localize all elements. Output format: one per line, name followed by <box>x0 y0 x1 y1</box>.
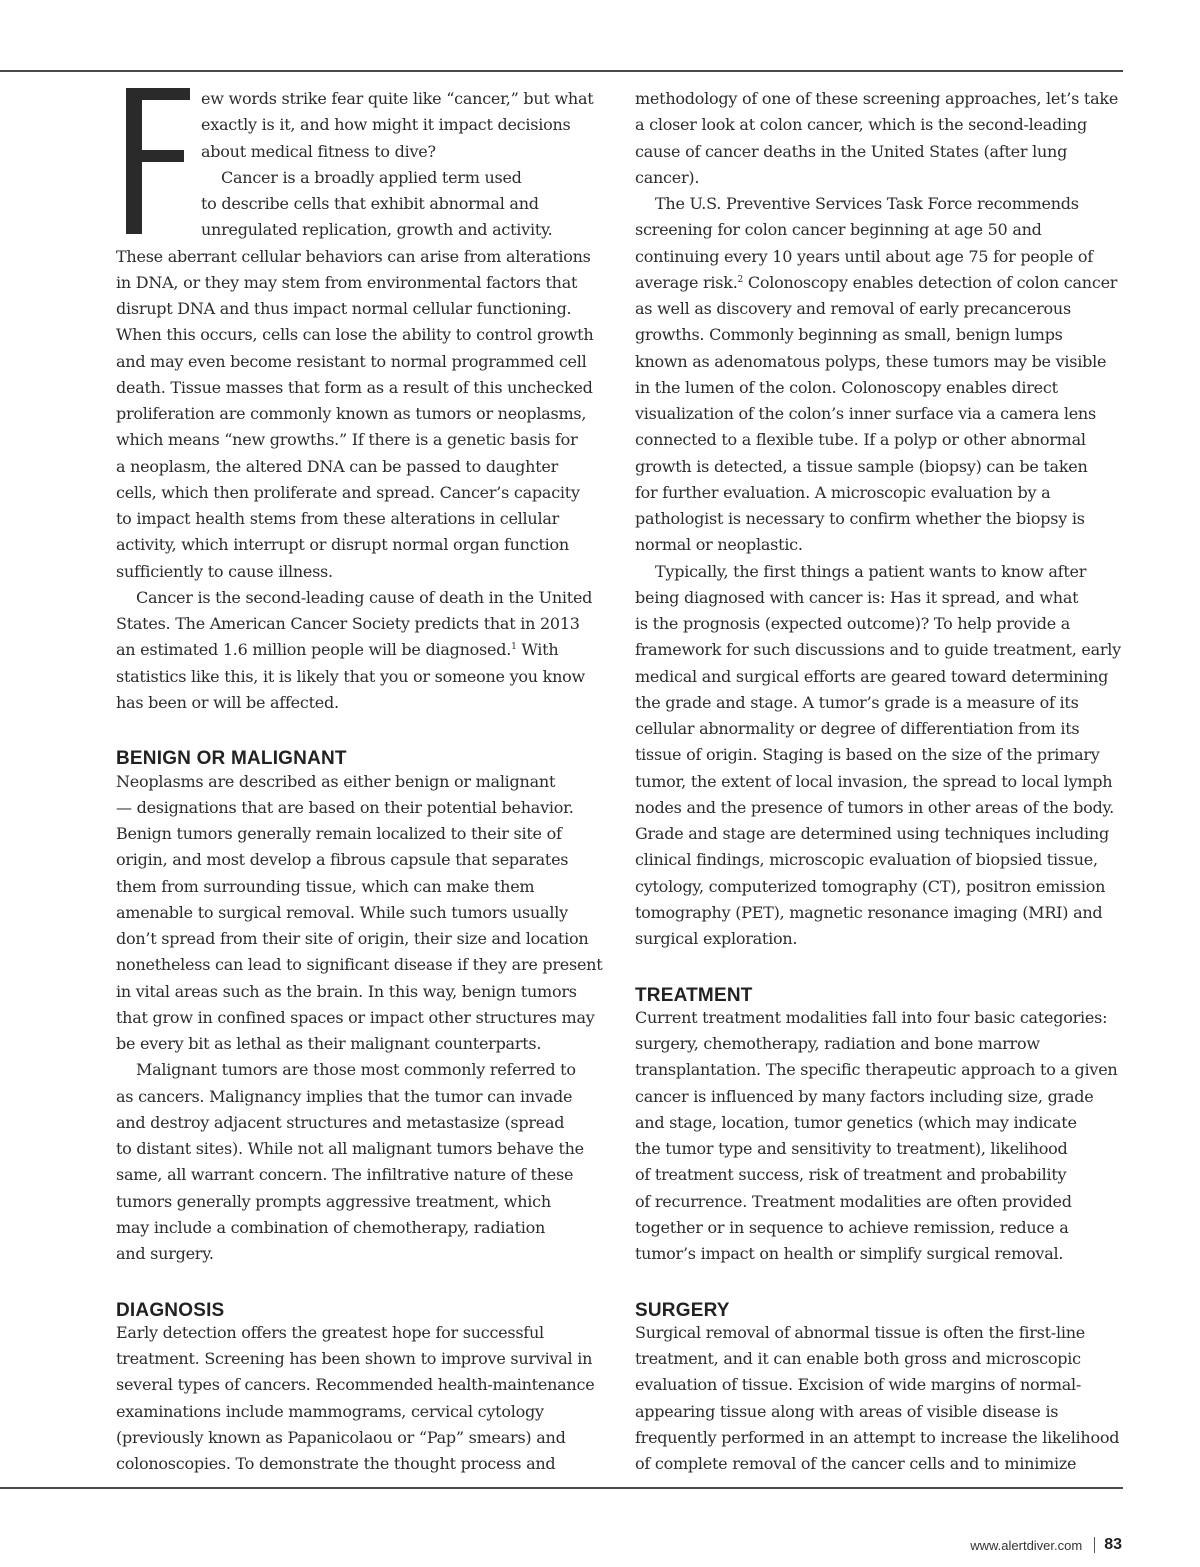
text-line <box>116 979 606 1005</box>
line-text: Current treatment modalities fall into four basic categories: <box>635 1007 1108 1027</box>
line-text: an estimated 1.6 million people will be diagnosed. <box>116 640 512 660</box>
text-line <box>116 1057 606 1083</box>
text-line <box>635 139 1125 165</box>
text-line <box>635 454 1125 480</box>
text-line <box>635 1372 1125 1398</box>
text-line <box>635 322 1125 348</box>
line-text: (previously known as Papanicolaou or “Pap” smears) and <box>116 1427 566 1447</box>
text-line <box>116 322 606 348</box>
text-line <box>635 742 1125 768</box>
section-heading: SURGERY <box>635 1299 730 1321</box>
text-line <box>116 1241 606 1267</box>
text-line <box>116 375 606 401</box>
text-line <box>635 191 1125 217</box>
line-text-continued: With <box>516 640 559 660</box>
line-text: in the lumen of the colon. Colonoscopy enables direct <box>635 377 1058 397</box>
section-heading: TREATMENT <box>635 984 753 1006</box>
text-line <box>635 821 1125 847</box>
line-text: growth is detected, a tissue sample (biopsy) can be taken <box>635 456 1088 476</box>
text-line <box>635 874 1125 900</box>
text-line <box>116 244 606 270</box>
text-line <box>635 847 1125 873</box>
text-line <box>635 1346 1125 1372</box>
line-text: sufficiently to cause illness. <box>116 561 333 581</box>
line-text: which means “new growths.” If there is a genetic basis for <box>116 430 578 450</box>
line-text: same, all warrant concern. The infiltrative nature of these <box>116 1165 574 1185</box>
text-line <box>635 1189 1125 1215</box>
line-text: nonetheless can lead to significant disease if they are present <box>116 955 603 975</box>
line-text: may include a combination of chemotherapy, radiation <box>116 1217 546 1237</box>
text-line <box>635 244 1125 270</box>
text-line <box>635 795 1125 821</box>
text-line <box>116 690 606 716</box>
text-line <box>116 926 606 952</box>
text-line <box>116 559 606 585</box>
text-line <box>635 716 1125 742</box>
line-text: to impact health stems from these alterations in cellular <box>116 509 560 528</box>
line-text: Malignant tumors are those most commonly referred to <box>136 1060 576 1080</box>
text-line <box>635 1084 1125 1110</box>
line-text: Benign tumors generally remain localized to their site of <box>116 824 562 843</box>
text-line <box>116 480 606 506</box>
text-line <box>116 847 606 873</box>
line-text: Cancer is the second-leading cause of death in the United <box>136 587 593 607</box>
line-text: tumor’s impact on health or simplify surgical removal. <box>635 1244 1064 1263</box>
line-text: of treatment success, risk of treatment and probability <box>635 1165 1067 1185</box>
line-text: examinations include mammograms, cervical cytology <box>116 1401 544 1421</box>
text-line <box>635 1451 1125 1477</box>
line-text: When this occurs, cells can lose the ability to control growth <box>116 325 594 345</box>
line-text: has been or will be affected. <box>116 692 339 712</box>
footnote-marker: 1 <box>511 642 517 653</box>
line-text: normal or neoplastic. <box>635 535 803 555</box>
text-line <box>635 296 1125 322</box>
text-line <box>635 637 1125 663</box>
top-rule <box>0 70 1123 72</box>
text-line <box>635 900 1125 926</box>
line-text: activity, which interrupt or disrupt normal organ function <box>116 535 569 555</box>
text-line <box>635 1031 1125 1057</box>
line-text: don’t spread from their site of origin, their size and location <box>116 929 589 948</box>
text-line <box>635 1241 1125 1267</box>
line-text: to distant sites). While not all malignant tumors behave the <box>116 1139 584 1158</box>
text-line <box>635 165 1125 191</box>
paragraph-gap <box>635 1267 1125 1293</box>
paragraph-gap <box>635 952 1125 978</box>
text-line <box>635 1215 1125 1241</box>
line-text: colonoscopies. To demonstrate the thought process and <box>116 1454 556 1473</box>
left-column <box>116 86 606 1477</box>
text-line <box>116 86 606 112</box>
text-line <box>116 217 606 243</box>
text-line <box>635 532 1125 558</box>
text-line <box>116 296 606 322</box>
line-text: to describe cells that exhibit abnormal and <box>201 194 539 213</box>
line-text: transplantation. The specific therapeutic approach to a given <box>635 1060 1118 1080</box>
line-text: continuing every 10 years until about age 75 for people of <box>635 246 1093 266</box>
text-line <box>635 1136 1125 1162</box>
text-line <box>116 1136 606 1162</box>
footer-separator <box>1094 1537 1095 1553</box>
text-line <box>116 401 606 427</box>
text-line <box>116 191 606 217</box>
text-line <box>635 217 1125 243</box>
line-text: cause of cancer deaths in the United States (after lung <box>635 141 1068 161</box>
line-text: States. The American Cancer Society predicts that in 2013 <box>116 614 580 633</box>
line-text: origin, and most develop a fibrous capsule that separates <box>116 850 569 870</box>
text-line <box>635 1110 1125 1136</box>
text-line <box>116 1005 606 1031</box>
line-text: pathologist is necessary to confirm whether the biopsy is <box>635 509 1085 528</box>
text-line <box>116 1110 606 1136</box>
line-text: clinical findings, microscopic evaluation of biopsied tissue, <box>635 850 1098 870</box>
line-text: in DNA, or they may stem from environmental factors that <box>116 272 578 292</box>
line-text: statistics like this, it is likely that you or someone you know <box>116 666 585 686</box>
line-text: a neoplasm, the altered DNA can be passed to daughter <box>116 456 559 476</box>
line-text: — designations that are based on their potential behavior. <box>116 797 574 817</box>
text-line <box>635 506 1125 532</box>
text-line <box>116 1189 606 1215</box>
line-text: tissue of origin. Staging is based on the size of the primary <box>635 745 1100 765</box>
line-text-continued: Colonoscopy enables detection of colon cancer <box>743 272 1118 292</box>
text-line <box>635 664 1125 690</box>
text-line <box>116 1084 606 1110</box>
paragraph-gap <box>116 1267 606 1293</box>
text-line <box>116 795 606 821</box>
text-line <box>116 900 606 926</box>
line-text: treatment. Screening has been shown to improve survival in <box>116 1349 593 1368</box>
line-text: cancer is influenced by many factors including size, grade <box>635 1086 1094 1106</box>
text-line <box>116 1451 606 1477</box>
text-line <box>116 585 606 611</box>
line-text: Neoplasms are described as either benign or malignant <box>116 771 556 791</box>
text-line <box>116 270 606 296</box>
text-line <box>635 1005 1125 1031</box>
text-line <box>635 611 1125 637</box>
line-text: the grade and stage. A tumor’s grade is a measure of its <box>635 692 1079 712</box>
line-text: Typically, the first things a patient wants to know after <box>655 561 1087 581</box>
text-line <box>116 1372 606 1398</box>
section-heading: DIAGNOSIS <box>116 1299 225 1321</box>
text-line <box>116 821 606 847</box>
line-text: framework for such discussions and to guide treatment, early <box>635 640 1121 660</box>
line-text: Cancer is a broadly applied term used <box>221 167 522 187</box>
line-text: methodology of one of these screening approaches, let’s take <box>635 89 1119 108</box>
text-line <box>635 1399 1125 1425</box>
line-text: is the prognosis (expected outcome)? To help provide a <box>635 614 1071 633</box>
text-line <box>116 1399 606 1425</box>
line-text: about medical fitness to dive? <box>201 141 436 161</box>
page-footer <box>970 1536 1122 1554</box>
line-text: evaluation of tissue. Excision of wide margins of normal- <box>635 1375 1082 1395</box>
line-text: be every bit as lethal as their malignant counterparts. <box>116 1034 542 1053</box>
text-line <box>635 349 1125 375</box>
line-text: exactly is it, and how might it impact decisions <box>201 115 571 135</box>
text-line <box>116 1215 606 1241</box>
text-line <box>116 611 606 637</box>
line-text: cancer). <box>635 167 700 187</box>
line-text: that grow in confined spaces or impact other structures may <box>116 1007 595 1027</box>
text-line <box>116 349 606 375</box>
line-text: medical and surgical efforts are geared toward determining <box>635 666 1109 686</box>
text-line <box>116 664 606 690</box>
line-text: frequently performed in an attempt to increase the likelihood <box>635 1427 1120 1447</box>
line-text: tumor, the extent of local invasion, the spread to local lymph <box>635 771 1113 791</box>
line-text: of complete removal of the cancer cells and to minimize <box>635 1454 1077 1473</box>
line-text: of recurrence. Treatment modalities are often provided <box>635 1191 1072 1211</box>
text-line <box>635 585 1125 611</box>
line-text: surgical exploration. <box>635 929 798 948</box>
line-text: Grade and stage are determined using techniques including <box>635 824 1109 843</box>
line-text: screening for colon cancer beginning at age 50 and <box>635 220 1042 240</box>
text-line <box>116 1320 606 1346</box>
line-text: several types of cancers. Recommended health-maintenance <box>116 1375 595 1395</box>
line-text: cytology, computerized tomography (CT), positron emission <box>635 876 1106 896</box>
text-line <box>116 427 606 453</box>
text-line <box>116 532 606 558</box>
text-line <box>116 454 606 480</box>
text-line <box>635 1057 1125 1083</box>
paragraph-gap <box>116 716 606 742</box>
text-line <box>116 506 606 532</box>
line-text: nodes and the presence of tumors in other areas of the body. <box>635 797 1115 817</box>
line-text: as well as discovery and removal of early precancerous <box>635 299 1071 318</box>
text-line <box>116 1346 606 1372</box>
line-text: average risk. <box>635 272 738 292</box>
line-text: the tumor type and sensitivity to treatment), likelihood <box>635 1139 1068 1158</box>
text-line <box>635 112 1125 138</box>
line-text: as cancers. Malignancy implies that the tumor can invade <box>116 1086 573 1106</box>
text-line <box>635 769 1125 795</box>
line-text: ew words strike fear quite like “cancer,” but what <box>201 89 594 108</box>
line-text: These aberrant cellular behaviors can arise from alterations <box>116 246 591 266</box>
line-text: together or in sequence to achieve remission, reduce a <box>635 1217 1069 1237</box>
line-text: amenable to surgical removal. While such tumors usually <box>116 902 568 922</box>
text-line <box>635 86 1125 112</box>
page-number: 83 <box>1104 1536 1122 1553</box>
text-line <box>116 952 606 978</box>
line-text: them from surrounding tissue, which can make them <box>116 876 535 896</box>
line-text: cellular abnormality or degree of differentiation from its <box>635 719 1080 738</box>
text-line <box>116 112 606 138</box>
text-line <box>635 690 1125 716</box>
line-text: tumors generally prompts aggressive treatment, which <box>116 1191 551 1211</box>
line-text: unregulated replication, growth and activity. <box>201 220 553 240</box>
line-text: in vital areas such as the brain. In this way, benign tumors <box>116 981 577 1001</box>
text-line <box>635 1320 1125 1346</box>
text-line <box>635 1425 1125 1451</box>
line-text: known as adenomatous polyps, these tumors may be visible <box>635 351 1107 371</box>
line-text: and may even become resistant to normal programmed cell <box>116 351 587 371</box>
text-line <box>116 1425 606 1451</box>
line-text: and destroy adjacent structures and metastasize (spread <box>116 1112 565 1132</box>
text-line <box>635 375 1125 401</box>
line-text: visualization of the colon’s inner surface via a camera lens <box>635 404 1096 423</box>
line-text: a closer look at colon cancer, which is the second-leading <box>635 115 1087 135</box>
line-text: proliferation are commonly known as tumors or neoplasms, <box>116 404 587 423</box>
line-text: being diagnosed with cancer is: Has it spread, and what <box>635 587 1079 607</box>
right-column <box>635 86 1125 1477</box>
text-line <box>116 139 606 165</box>
line-text: appearing tissue along with areas of visible disease is <box>635 1401 1059 1421</box>
text-line <box>635 401 1125 427</box>
line-text: The U.S. Preventive Services Task Force recommends <box>655 194 1079 213</box>
line-text: for further evaluation. A microscopic evaluation by a <box>635 482 1051 502</box>
text-line <box>116 769 606 795</box>
line-text: growths. Commonly beginning as small, benign lumps <box>635 325 1063 345</box>
line-text: and surgery. <box>116 1244 214 1263</box>
line-text: surgery, chemotherapy, radiation and bone marrow <box>635 1034 1040 1053</box>
bottom-rule <box>0 1487 1123 1489</box>
text-line <box>116 1162 606 1188</box>
text-line <box>116 637 606 663</box>
line-text: tomography (PET), magnetic resonance imaging (MRI) and <box>635 902 1103 922</box>
text-line <box>635 926 1125 952</box>
footer-url[interactable]: www.alertdiver.com <box>970 1537 1083 1553</box>
line-text: Early detection offers the greatest hope for successful <box>116 1322 544 1342</box>
line-text: death. Tissue masses that form as a result of this unchecked <box>116 377 593 397</box>
text-line <box>635 480 1125 506</box>
section-heading: BENIGN OR MALIGNANT <box>116 748 347 770</box>
footnote-marker: 2 <box>737 274 744 285</box>
line-text: disrupt DNA and thus impact normal cellular functioning. <box>116 299 572 318</box>
line-text: treatment, and it can enable both gross and microscopic <box>635 1349 1081 1368</box>
text-line <box>635 270 1125 296</box>
line-text: Surgical removal of abnormal tissue is often the first-line <box>635 1322 1085 1342</box>
text-line <box>635 427 1125 453</box>
text-line <box>635 1162 1125 1188</box>
text-line <box>635 559 1125 585</box>
text-line <box>116 874 606 900</box>
line-text: cells, which then proliferate and spread. Cancer’s capacity <box>116 482 580 502</box>
line-text: connected to a flexible tube. If a polyp or other abnormal <box>635 430 1086 450</box>
line-text: and stage, location, tumor genetics (which may indicate <box>635 1112 1077 1132</box>
text-line <box>116 165 606 191</box>
text-line <box>116 1031 606 1057</box>
